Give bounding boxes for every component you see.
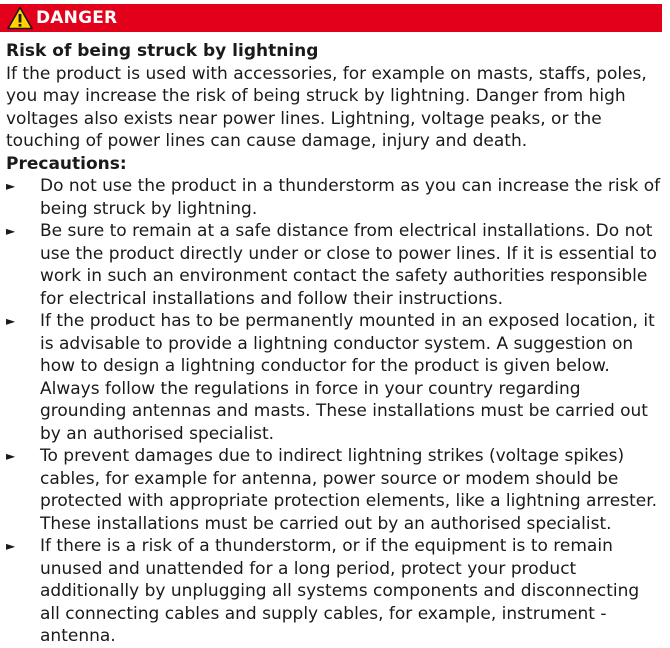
danger-banner [0, 4, 662, 32]
bullet-arrow-icon: ► [6, 314, 16, 328]
bullet-arrow-icon: ► [6, 224, 16, 238]
warning-triangle-icon [7, 6, 33, 30]
precautions-heading: Precautions: [6, 153, 127, 174]
list-item [6, 310, 662, 445]
list-item-text: To prevent damages due to indirect lightning strikes (voltage spikes) cables, for example for antenna, power source or modem should be protected with appropriate protection elements, like a lightning arrester. These installations must be carried out by an authorised specialist. [40, 446, 658, 534]
list-item-text: Be sure to remain at a safe distance from electrical installations. Do not use the product directly under or close to power lines. If it is essential to work in such an environment contact the safety authorities responsible for electrical installations and follow their instructions. [40, 221, 657, 309]
list-item [6, 220, 662, 310]
list-item-text: If the product has to be permanently mounted in an exposed location, it is advisable to provide a lightning conductor system. A suggestion on how to design a lightning conductor for the product is given below. Always follow the regulations in force in your country regarding grounding antennas and masts. These installations must be carried out by an authorised specialist. [40, 311, 655, 444]
bullet-arrow-icon: ► [6, 539, 16, 553]
list-item-text: Do not use the product in a thunderstorm as you can increase the risk of being struck by lightning. [40, 176, 661, 219]
section-body: If the product is used with accessories, for example on masts, staffs, poles, you may increase the risk of being struck by lightning. Danger from high voltages also exists near power lines. Lightning, voltage peaks, or the touching of power lines can cause damage, injury and death. [6, 63, 647, 151]
list-item [6, 445, 662, 535]
precautions-list [6, 175, 662, 648]
danger-title: DANGER [36, 8, 118, 28]
list-item [6, 535, 662, 648]
bullet-arrow-icon: ► [6, 179, 16, 193]
list-item [6, 175, 662, 220]
list-item-text: If there is a risk of a thunderstorm, or if the equipment is to remain unused and unattended for a long period, protect your product additionally by unplugging all systems components and disconnecting all connecting cables and supply cables, for example, instrument - antenna. [40, 536, 640, 646]
safety-content [6, 40, 662, 648]
bullet-arrow-icon: ► [6, 449, 16, 463]
section-heading: Risk of being struck by lightning [6, 41, 319, 61]
